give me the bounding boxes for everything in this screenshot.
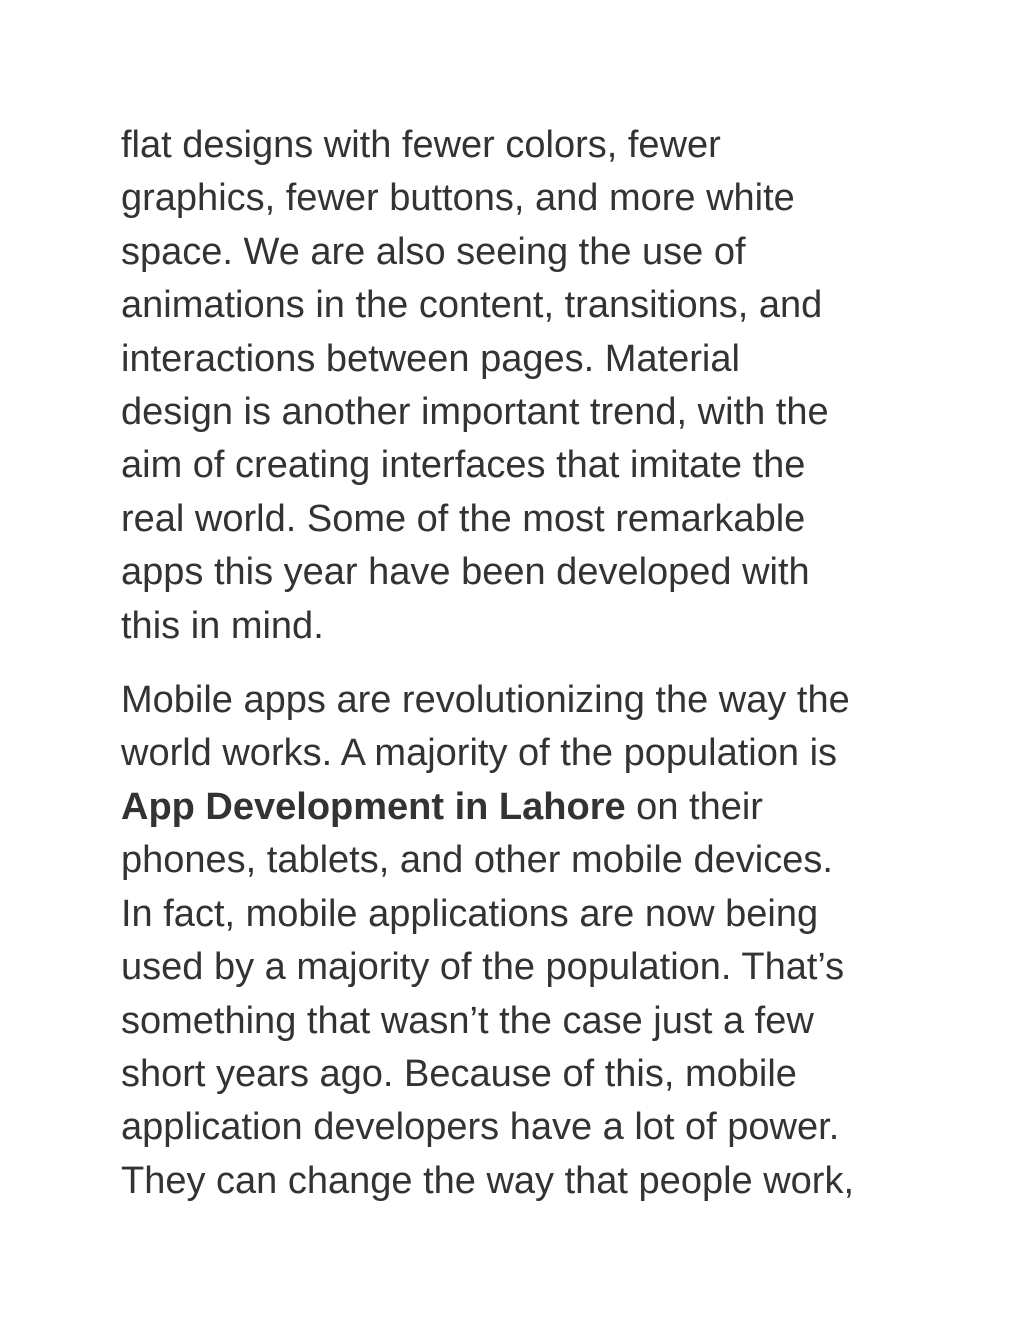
text-line: short years ago. Because of this, mobile [121, 1052, 797, 1095]
text-line: used by a majority of the population. That’s [121, 946, 845, 989]
paragraph-mobile-apps [121, 674, 911, 1208]
text-line: graphics, fewer buttons, and more white [121, 177, 795, 220]
text-line: apps this year have been developed with [121, 551, 810, 594]
text-line: Mobile apps are revolutionizing the way the [121, 679, 850, 722]
text-line: something that wasn’t the case just a few [121, 999, 814, 1042]
text-line: They can change the way that people work, [121, 1159, 855, 1202]
text-line: world works. A majority of the population is [121, 732, 838, 775]
text-line: In fact, mobile applications are now being [121, 892, 819, 935]
text-line: phones, tablets, and other mobile devices. [121, 839, 833, 882]
text-line: aim of creating interfaces that imitate the [121, 444, 806, 487]
paragraph-design-trends [121, 119, 911, 653]
text-line-with-bold [121, 781, 911, 834]
text-line: this in mind. [121, 604, 324, 647]
text-line: animations in the content, transitions, and [121, 284, 823, 327]
text-line: application developers have a lot of power. [121, 1106, 840, 1149]
text-line: design is another important trend, with the [121, 391, 829, 434]
text-line: space. We are also seeing the use of [121, 230, 746, 273]
bold-phrase-app-development: App Development in Lahore [121, 785, 626, 828]
text-line: flat designs with fewer colors, fewer [121, 124, 721, 166]
text-line: real world. Some of the most remarkable [121, 497, 806, 540]
text-line: interactions between pages. Material [121, 337, 740, 380]
document-page [121, 119, 911, 1208]
text-fragment: on their [625, 785, 763, 828]
